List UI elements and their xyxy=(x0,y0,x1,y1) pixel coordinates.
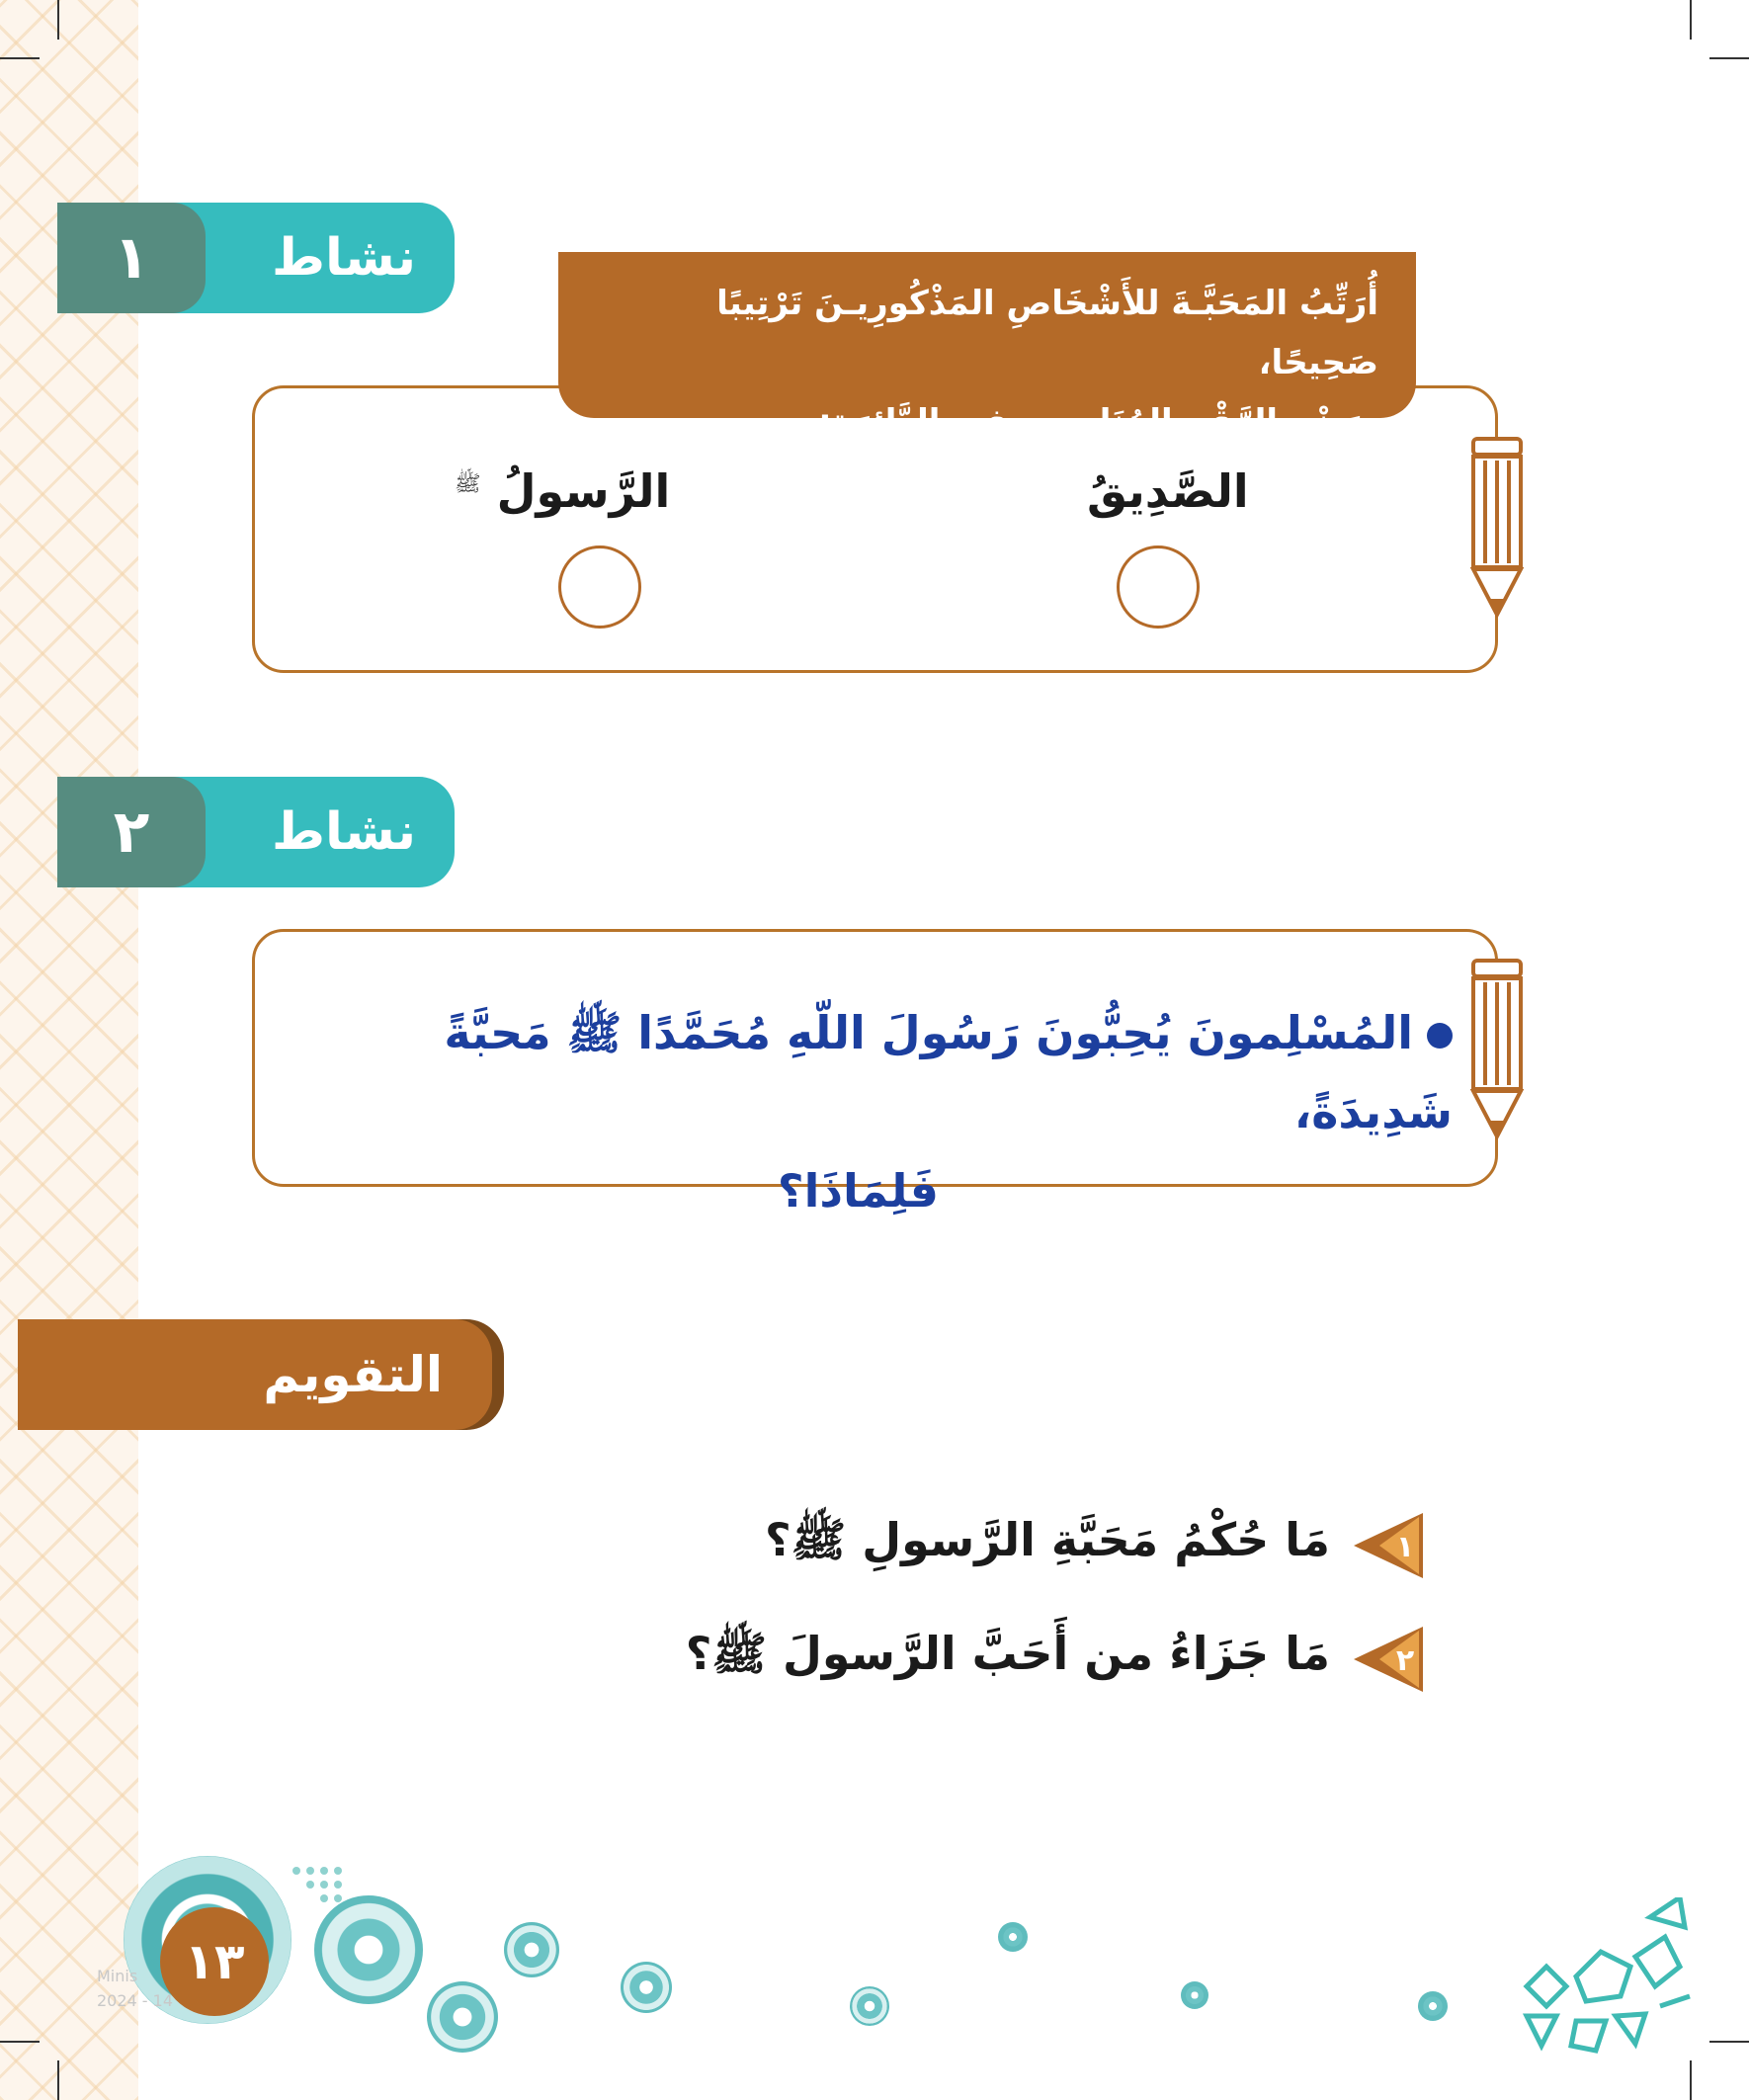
item-1-number: ١ xyxy=(1395,1529,1415,1564)
evaluation-item-1-text: مَا حُكْمُ مَحَبَّةِ الرَّسولِ ﷺ؟ xyxy=(765,1513,1330,1566)
question-line-1 xyxy=(415,993,1453,1151)
activity-1-instruction xyxy=(558,252,1416,442)
crop-mark xyxy=(57,0,59,40)
rosette-decoration xyxy=(504,1922,559,1977)
activity-2-label: نشاط xyxy=(272,802,416,862)
question-line-2: فَلِمَاذَا؟ xyxy=(777,1164,939,1218)
instruction-line-1: أُرَتِّبُ المَحَبَّـةَ للأَشْخَاصِ المَذْكُورِيـنَ تَرْتِيبًا صَحِيحًا، xyxy=(716,284,1378,382)
item-friend-label: الصَّدِيقُ xyxy=(1087,464,1249,518)
bullet-dot xyxy=(1427,1023,1453,1049)
item-2-number: ٢ xyxy=(1395,1642,1415,1678)
geometric-decoration xyxy=(1507,1897,1695,2080)
evaluation-item-1 xyxy=(765,1512,1423,1578)
crop-mark xyxy=(1690,0,1692,40)
ministry-watermark: Minis xyxy=(97,1967,138,1985)
activity-2-number: ٢ xyxy=(57,777,206,887)
rosette-decoration xyxy=(998,1922,1028,1952)
answer-circle-messenger[interactable] xyxy=(558,546,641,629)
instruction-line-2: بِوَضْعِ الرَّقْمِ المُنَاسِـبِ فِي الدَّائِرَةِ: xyxy=(818,402,1378,442)
evaluation-title: التقويم xyxy=(263,1346,443,1403)
pencil-icon xyxy=(1467,957,1527,1139)
activity-2-question xyxy=(415,993,1453,1230)
year-watermark: 2024 - 14 xyxy=(97,1991,174,2010)
rosette-decoration xyxy=(1418,1991,1448,2021)
evaluation-item-2 xyxy=(686,1626,1423,1692)
rosette-decoration xyxy=(1181,1981,1208,2009)
rosette-decoration xyxy=(850,1986,889,2026)
activity-1-label: نشاط xyxy=(272,228,416,288)
question-line-1-text: المُسْلِمونَ يُحِبُّونَ رَسُولَ اللّهِ مُحَمَّدًا ﷺ مَحبَّةً شَدِيدَةً، xyxy=(444,1006,1453,1138)
item-friend xyxy=(1087,464,1249,518)
item-messenger-label: الرَّسولُ xyxy=(496,464,671,518)
crop-mark xyxy=(1709,2041,1749,2043)
number-marker-icon xyxy=(1354,1627,1423,1692)
page-number: ١٣ xyxy=(160,1907,269,2016)
item-messenger xyxy=(455,464,670,518)
crop-mark xyxy=(0,57,40,59)
crop-mark xyxy=(0,2041,40,2043)
dots-decoration xyxy=(287,1863,356,1912)
number-marker-icon xyxy=(1354,1513,1423,1578)
left-decorative-border xyxy=(0,0,138,2100)
rosette-decoration xyxy=(621,1962,672,2013)
pbuh-glyph: ﷺ xyxy=(455,471,481,497)
activity-2-tab xyxy=(57,777,455,887)
crop-mark xyxy=(57,2060,59,2100)
activity-1-number: ١ xyxy=(57,203,206,313)
activity-1-tab xyxy=(57,203,455,313)
crop-mark xyxy=(1709,57,1749,59)
rosette-decoration xyxy=(427,1981,498,2053)
evaluation-header xyxy=(18,1319,492,1430)
pencil-icon xyxy=(1467,435,1527,618)
evaluation-item-2-text: مَا جَزَاءُ من أَحَبَّ الرَّسولَ ﷺ؟ xyxy=(685,1627,1330,1680)
answer-circle-friend[interactable] xyxy=(1117,546,1200,629)
